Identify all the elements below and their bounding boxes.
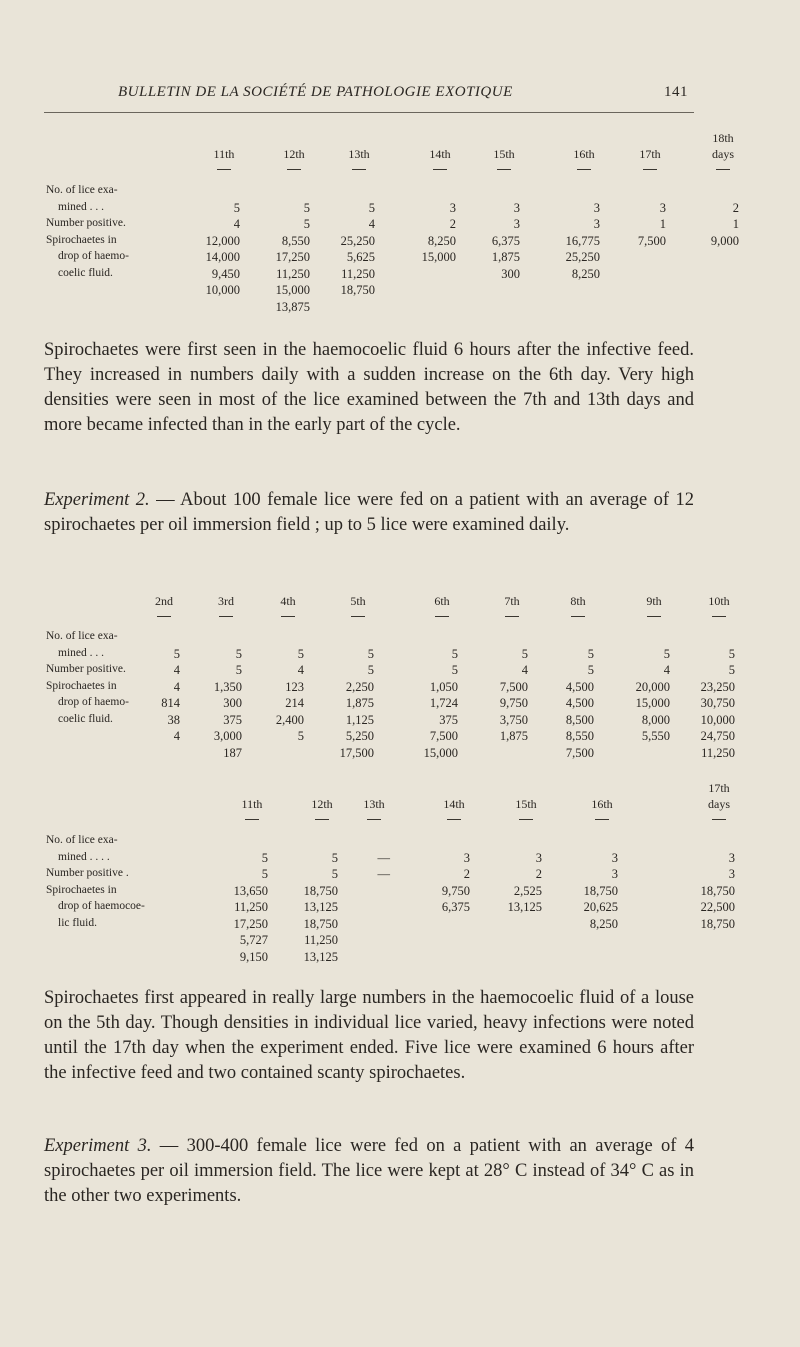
cell-spirochaetes: 6,375 [491,233,520,248]
cell-positive: 5 [587,663,594,677]
column-header: 10th [708,594,730,608]
cell-spirochaetes: 375 [223,712,242,727]
cell-spirochaetes: 1,125 [345,712,374,727]
experiment-2-title: Experiment 2. [44,490,150,510]
header-dash [716,169,730,170]
cell-spirochaetes: 2,400 [275,712,304,727]
row-label: coelic fluid. [58,712,113,725]
row-label: mined . . . . [58,850,110,863]
cell-spirochaetes: 10,000 [205,283,240,297]
column-header: 3rd [218,594,234,608]
column-header: 9th [646,594,662,608]
cell-mined: 5 [331,850,338,865]
cell-spirochaetes: 9,450 [211,266,240,281]
cell-spirochaetes: 18,750 [303,916,338,931]
experiment-3-text: — 300-400 female lice were fed on a patient with an average of 4 spirochaetes per oil immersion field. The lice were kept at 28° C instead of 34° C as in the other two experiments. [44,1136,695,1206]
cell-spirochaetes: 8,550 [281,233,310,248]
cell-mined: 5 [233,200,240,215]
cell-spirochaetes: 17,250 [233,916,268,931]
cell-mined: 5 [663,646,670,661]
row-label: Spirochaetes in [46,233,117,246]
cell-positive: 4 [521,663,528,677]
header-dash [505,616,519,617]
header-dash [497,169,511,170]
column-header: 11th [241,797,263,811]
cell-spirochaetes: 11,250 [304,933,338,947]
cell-spirochaetes: 4,500 [565,679,594,694]
cell-mined: 5 [368,200,375,215]
header-dash [712,616,726,617]
cell-spirochaetes: 6,375 [441,900,470,914]
cell-positive: 4 [173,663,180,677]
cell-spirochaetes: 25,250 [340,233,375,248]
column-header: 18th [712,131,734,145]
cell-spirochaetes: 13,125 [303,949,338,964]
experiment-3-title: Experiment 3. [44,1136,152,1156]
cell-positive: 4 [233,217,240,231]
cell-spirochaetes: 8,500 [565,712,594,727]
cell-positive: 5 [728,663,735,677]
cell-mined: 3 [449,200,456,215]
cell-spirochaetes: 4 [173,729,180,743]
cell-positive: 3 [513,217,520,231]
column-header: 5th [350,594,366,608]
cell-positive: 3 [593,217,600,231]
column-header: 15th [515,797,537,811]
cell-positive: 5 [451,663,458,677]
header-dash [577,169,591,170]
cell-spirochaetes: 15,000 [423,745,458,760]
cell-spirochaetes: 11,250 [701,745,735,760]
cell-spirochaetes: 18,750 [340,283,375,297]
column-header: 16th [573,147,595,161]
cell-positive: 4 [297,663,304,677]
cell-spirochaetes: 9,750 [499,696,528,710]
cell-spirochaetes: 300 [223,696,242,710]
cell-spirochaetes: 8,000 [641,712,670,727]
column-header: days [712,147,734,161]
cell-mined: 5 [173,646,180,661]
header-dash [647,616,661,617]
column-header: 14th [443,797,465,811]
cell-spirochaetes: 25,250 [565,250,600,264]
row-label: Spirochaetes in [46,679,117,692]
cell-spirochaetes: 7,500 [429,729,458,743]
cell-spirochaetes: 5,727 [239,933,268,947]
cell-spirochaetes: 11,250 [341,266,375,281]
page-number: 141 [664,84,688,100]
row-label: No. of lice exa- [46,184,118,196]
header-dash [643,169,657,170]
table-experiment-1 [46,130,739,340]
cell-spirochaetes: 8,250 [571,266,600,281]
cell-spirochaetes: 3,750 [499,712,528,727]
cell-spirochaetes: 5,625 [346,250,375,264]
table-experiment-2-part-1 [46,590,735,760]
cell-spirochaetes: 20,000 [635,679,670,694]
column-header: days [708,797,730,811]
cell-spirochaetes: 13,125 [507,900,542,914]
cell-spirochaetes: 1,875 [491,250,520,264]
cell-spirochaetes: 375 [439,712,458,727]
column-header: 6th [434,594,450,608]
header-dash [367,819,381,820]
cell-spirochaetes: 12,000 [205,233,240,248]
header-dash [219,616,233,617]
cell-mined: 5 [235,646,242,661]
cell-spirochaetes: 15,000 [635,696,670,710]
cell-spirochaetes: 8,550 [565,729,594,743]
cell-spirochaetes: 2,250 [345,679,374,694]
cell-mined: — [377,850,390,865]
row-label: mined . . . [58,200,104,213]
header-dash [351,616,365,617]
cell-mined: 5 [451,646,458,661]
cell-spirochaetes: 23,250 [700,679,735,694]
column-header: 14th [429,147,451,161]
cell-spirochaetes: 1,350 [213,679,242,694]
cell-positive: 5 [303,217,310,231]
header-dash [245,819,259,820]
cell-mined: 3 [593,200,600,215]
paragraph-experiment-2 [44,488,694,538]
cell-positive: 1 [659,217,666,231]
cell-mined: 3 [659,200,666,215]
header-dash [217,169,231,170]
row-label: Spirochaetes in [46,883,117,896]
row-label: Number positive . [46,867,129,879]
cell-spirochaetes: 9,000 [710,233,739,248]
row-label: mined . . . [58,646,104,659]
header-dash [433,169,447,170]
header-dash [712,819,726,820]
journal-title: BULLETIN DE LA SOCIÉTÉ DE PATHOLOGIE EXOTIQUE [118,84,513,100]
cell-spirochaetes: 9,150 [239,949,268,964]
column-header: 16th [591,797,613,811]
column-header: 15th [493,147,515,161]
cell-mined: 3 [463,850,470,865]
cell-positive: 4 [663,663,670,677]
cell-spirochaetes: 187 [223,745,242,760]
cell-spirochaetes: 3,000 [213,729,242,743]
row-label: Number positive. [46,217,126,229]
cell-spirochaetes: 8,250 [427,233,456,248]
cell-mined: 3 [728,850,735,865]
column-header: 11th [213,147,235,161]
cell-spirochaetes: 17,250 [275,250,310,264]
cell-spirochaetes: 13,125 [303,900,338,914]
header-dash [447,819,461,820]
cell-positive: 2 [463,867,470,881]
paragraph-results-2: Spirochaetes first appeared in really large numbers in the haemocoelic fluid of a louse on the 5th day. Though densities in individual lice varied, heavy infections were noted until the 17th day when the experiment ended. Five lice were examined 6 hours after the infective feed and two contained scanty spirochaetes. [44,988,694,1083]
cell-spirochaetes: 814 [161,696,180,710]
cell-spirochaetes: 38 [167,712,180,727]
cell-positive: 5 [331,867,338,881]
header-rule [44,112,694,113]
cell-positive: 5 [367,663,374,677]
row-label: drop of haemo- [58,696,129,708]
column-header: 4th [280,594,296,608]
header-dash [519,819,533,820]
header-dash [571,616,585,617]
cell-spirochaetes: 9,750 [441,883,470,898]
cell-positive: 5 [261,867,268,881]
header-dash [352,169,366,170]
cell-spirochaetes: 4 [173,679,180,694]
cell-spirochaetes: 16,775 [565,233,600,248]
column-header: 17th [639,147,661,161]
cell-mined: 5 [587,646,594,661]
row-label: drop of haemocoe- [58,900,145,912]
column-header: 17th [708,781,730,795]
cell-spirochaetes: 15,000 [275,283,310,297]
column-header: 13th [348,147,370,161]
cell-mined: 3 [611,850,618,865]
cell-spirochaetes: 18,750 [303,883,338,898]
header-dash [287,169,301,170]
row-label: No. of lice exa- [46,630,118,642]
column-header: 12th [311,797,333,811]
experiment-2-text: — About 100 female lice were fed on a patient with an average of 12 spirochaetes per oil immersion field ; up to 5 lice were examined daily. [44,490,695,535]
cell-spirochaetes: 5,250 [345,729,374,743]
cell-spirochaetes: 1,050 [429,679,458,694]
cell-positive: 1 [732,217,739,231]
cell-mined: 5 [521,646,528,661]
cell-mined: 3 [513,200,520,215]
cell-spirochaetes: 30,750 [700,696,735,710]
cell-spirochaetes: 1,875 [499,729,528,743]
cell-mined: 5 [367,646,374,661]
cell-positive: 3 [728,867,735,881]
cell-spirochaetes: 10,000 [700,712,735,727]
header-dash [281,616,295,617]
paragraph-results-1: Spirochaetes were first seen in the haemocoelic fluid 6 hours after the infective feed. They increased in numbers daily with a sudden increase on the 6th day. Very high densities were seen in most of the lice examined between the 7th and 13th days and more became infected than in the early part of the cycle. [44,340,694,435]
column-header: 2nd [155,594,173,608]
cell-spirochaetes: 2,525 [513,883,542,898]
cell-mined: 2 [732,200,739,215]
row-label: Number positive. [46,663,126,675]
cell-spirochaetes: 5 [297,729,304,743]
cell-mined: 5 [303,200,310,215]
cell-spirochaetes: 17,500 [339,745,374,760]
cell-spirochaetes: 18,750 [700,883,735,898]
cell-positive: 4 [368,217,375,231]
column-header: 13th [363,797,385,811]
cell-mined: 5 [261,850,268,865]
cell-positive: 3 [611,867,618,881]
cell-positive: 5 [235,663,242,677]
cell-spirochaetes: 300 [501,266,520,281]
table-experiment-2-part-2 [46,780,735,980]
cell-spirochaetes: 4,500 [565,696,594,710]
row-label: drop of haemo- [58,250,129,262]
column-header: 12th [283,147,305,161]
header-dash [157,616,171,617]
cell-spirochaetes: 214 [285,696,304,710]
cell-positive: 2 [449,217,456,231]
paragraph-experiment-3 [44,1134,694,1209]
cell-mined: 5 [728,646,735,661]
page-header [118,84,688,101]
cell-spirochaetes: 7,500 [565,745,594,760]
cell-spirochaetes: 11,250 [276,266,310,281]
cell-spirochaetes: 24,750 [700,729,735,743]
cell-spirochaetes: 15,000 [421,250,456,264]
column-header: 8th [570,594,586,608]
cell-spirochaetes: 1,875 [345,696,374,710]
row-label: No. of lice exa- [46,834,118,846]
cell-mined: 5 [297,646,304,661]
cell-spirochaetes: 5,550 [641,729,670,743]
row-label: lic fluid. [58,916,97,929]
cell-spirochaetes: 14,000 [205,250,240,264]
cell-spirochaetes: 22,500 [700,900,735,914]
cell-spirochaetes: 7,500 [637,233,666,248]
header-dash [315,819,329,820]
cell-spirochaetes: 123 [285,679,304,694]
cell-positive: — [377,867,390,881]
cell-spirochaetes: 13,650 [233,883,268,898]
header-dash [595,819,609,820]
cell-spirochaetes: 8,250 [589,916,618,931]
row-label: coelic fluid. [58,266,113,279]
cell-positive: 2 [535,867,542,881]
cell-mined: 3 [535,850,542,865]
cell-spirochaetes: 18,750 [700,916,735,931]
cell-spirochaetes: 7,500 [499,679,528,694]
cell-spirochaetes: 20,625 [583,900,618,914]
header-dash [435,616,449,617]
cell-spirochaetes: 13,875 [275,299,310,314]
column-header: 7th [504,594,520,608]
cell-spirochaetes: 11,250 [234,900,268,914]
cell-spirochaetes: 18,750 [583,883,618,898]
cell-spirochaetes: 1,724 [429,696,458,710]
